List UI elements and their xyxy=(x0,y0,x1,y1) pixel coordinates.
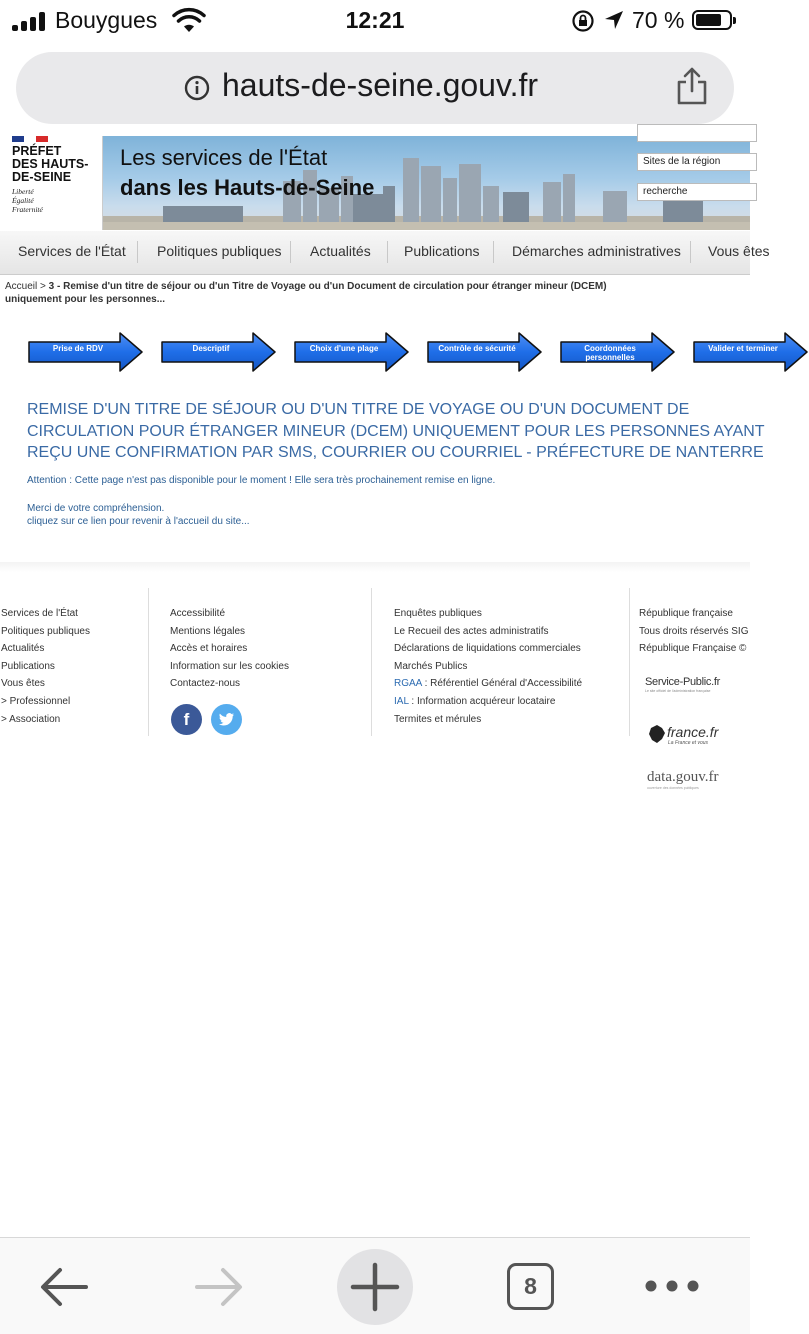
step-arrow[interactable] xyxy=(28,332,144,372)
search-input[interactable]: recherche xyxy=(637,183,757,201)
footer-link-ial[interactable]: IAL : Information acquéreur locataire xyxy=(394,695,556,707)
motto: Liberté Égalité Fraternité xyxy=(12,187,43,214)
info-icon[interactable] xyxy=(184,75,210,101)
facebook-icon[interactable]: f xyxy=(171,704,202,735)
carrier-label: Bouygues xyxy=(55,7,158,33)
step-label: Choix d'une plage xyxy=(309,344,379,353)
footer-link[interactable]: > Professionnel xyxy=(1,695,71,707)
footer-link[interactable]: Contactez-nous xyxy=(170,678,241,690)
footer-link[interactable]: Information sur les cookies xyxy=(170,660,289,672)
footer-link[interactable]: Enquêtes publiques xyxy=(394,608,482,619)
footer-col-info xyxy=(394,605,582,728)
attention-message: Attention : Cette page n'est pas disponible pour le moment ! Elle sera très prochainement remise en ligne. xyxy=(27,475,496,486)
forward-arrow-icon[interactable] xyxy=(193,1265,245,1309)
share-icon[interactable] xyxy=(674,66,710,106)
plus-icon xyxy=(337,1249,413,1325)
footer-link[interactable]: Actualités xyxy=(1,643,45,655)
step-arrow[interactable] xyxy=(560,332,676,372)
clock: 12:21 xyxy=(345,7,405,33)
footer-text: Tous droits réservés SIG xyxy=(639,625,749,637)
footer-link[interactable]: Accès et horaires xyxy=(170,643,248,655)
nav-item-politiques[interactable]: Politiques publiques xyxy=(157,243,282,259)
step-label: Descriptif xyxy=(192,344,230,353)
footer-col-legal xyxy=(170,605,289,693)
location-icon xyxy=(603,9,625,31)
footer-link-rgaa[interactable]: RGAA : Référentiel Général d'Accessibilité xyxy=(394,678,583,690)
prefet-logo-text: PRÉFET DES HAUTS- DE-SEINE xyxy=(12,144,89,184)
breadcrumb-current: 3 - Remise d'un titre de séjour ou d'un Titre de Voyage ou d'un Document de circulation pour étranger mineur (DCEM) uniquement pour les personnes... xyxy=(5,281,607,305)
address-bar[interactable] xyxy=(16,52,734,124)
service-public-logo[interactable]: Service-Public.fr Le site officiel de l'administration française xyxy=(645,676,720,693)
nav-item-vous-etes[interactable]: Vous êtes xyxy=(708,243,770,259)
breadcrumb-home[interactable]: Accueil xyxy=(5,281,38,292)
footer-divider xyxy=(148,588,149,736)
battery-percent: 70 % xyxy=(632,7,685,33)
top-field[interactable] xyxy=(637,124,757,142)
step-label: Coordonnées personnelles xyxy=(584,344,636,362)
browser-toolbar xyxy=(0,1237,750,1334)
republic-flag-icon xyxy=(12,136,48,142)
step-arrow[interactable] xyxy=(693,332,809,372)
page-title: REMISE D'UN TITRE DE SÉJOUR OU D'UN TITRE DE VOYAGE OU D'UN DOCUMENT DE CIRCULATION POUR ÉTRANGER MINEUR (DCEM) UNIQUEMENT POUR LES PERSONNES AYANT REÇU UNE CONFIRMATION PAR SMS, COURRIER OU COURRIEL - PRÉFECTURE DE NANTERRE xyxy=(27,401,765,461)
battery-icon xyxy=(692,10,732,30)
footer-link[interactable]: Politiques publiques xyxy=(1,625,90,637)
nav-item-demarches[interactable]: Démarches administratives xyxy=(512,243,681,259)
new-tab-button[interactable] xyxy=(337,1249,413,1325)
footer-col-republic xyxy=(639,605,748,658)
url-text[interactable]: hauts-de-seine.gouv.fr xyxy=(222,67,539,103)
step-arrow[interactable] xyxy=(294,332,410,372)
footer-link[interactable]: Termites et mérules xyxy=(394,713,482,725)
france-map-icon xyxy=(648,724,666,744)
footer-text: République Française © xyxy=(639,643,747,655)
region-select[interactable]: Sites de la région xyxy=(637,153,757,171)
site-title-line2: dans les Hauts-de-Seine xyxy=(120,175,375,200)
data-gouv-logo[interactable]: data.gouv.fr ouverture des données publiques xyxy=(647,769,719,790)
footer-link[interactable]: Services de l'État xyxy=(1,608,78,619)
site-title-line1: Les services de l'État xyxy=(120,145,328,170)
orientation-lock-icon xyxy=(571,9,595,33)
more-menu-icon[interactable] xyxy=(643,1276,701,1296)
tabs-button[interactable]: 8 xyxy=(507,1263,554,1310)
nav-item-actualites[interactable]: Actualités xyxy=(310,243,371,259)
status-bar xyxy=(0,0,750,44)
main-nav xyxy=(0,231,770,275)
footer-link[interactable]: Vous êtes xyxy=(1,678,45,690)
back-home-link[interactable]: cliquez sur ce lien pour revenir à l'accueil du site... xyxy=(27,516,250,527)
thanks-block xyxy=(27,502,250,528)
step-arrow[interactable] xyxy=(427,332,543,372)
footer-divider xyxy=(629,588,630,736)
footer-link[interactable]: > Association xyxy=(1,713,61,725)
thanks-text: Merci de votre compréhension. xyxy=(27,503,165,514)
step-label: Contrôle de sécurité xyxy=(438,344,516,353)
footer-link[interactable]: Publications xyxy=(1,660,55,672)
nav-item-services[interactable]: Services de l'État xyxy=(18,243,126,259)
nav-item-publications[interactable]: Publications xyxy=(404,243,480,259)
footer-link[interactable]: Accessibilité xyxy=(170,608,226,619)
footer-link[interactable]: Le Recueil des actes administratifs xyxy=(394,625,549,637)
footer-divider xyxy=(371,588,372,736)
twitter-icon[interactable] xyxy=(211,704,242,735)
footer-link[interactable]: Marchés Publics xyxy=(394,660,468,672)
breadcrumb-separator: > xyxy=(40,281,46,292)
footer-link[interactable]: Déclarations de liquidations commerciales xyxy=(394,643,581,655)
footer-col-nav xyxy=(1,605,90,728)
step-label: Prise de RDV xyxy=(52,344,104,353)
step-arrow[interactable] xyxy=(161,332,277,372)
footer-link[interactable]: Mentions légales xyxy=(170,625,246,637)
content-divider xyxy=(0,562,750,572)
breadcrumb xyxy=(5,280,665,306)
footer-text: République française xyxy=(639,608,733,619)
step-label: Valider et terminer xyxy=(708,344,778,353)
back-arrow-icon[interactable] xyxy=(38,1265,90,1309)
prefet-logo[interactable] xyxy=(0,136,103,230)
